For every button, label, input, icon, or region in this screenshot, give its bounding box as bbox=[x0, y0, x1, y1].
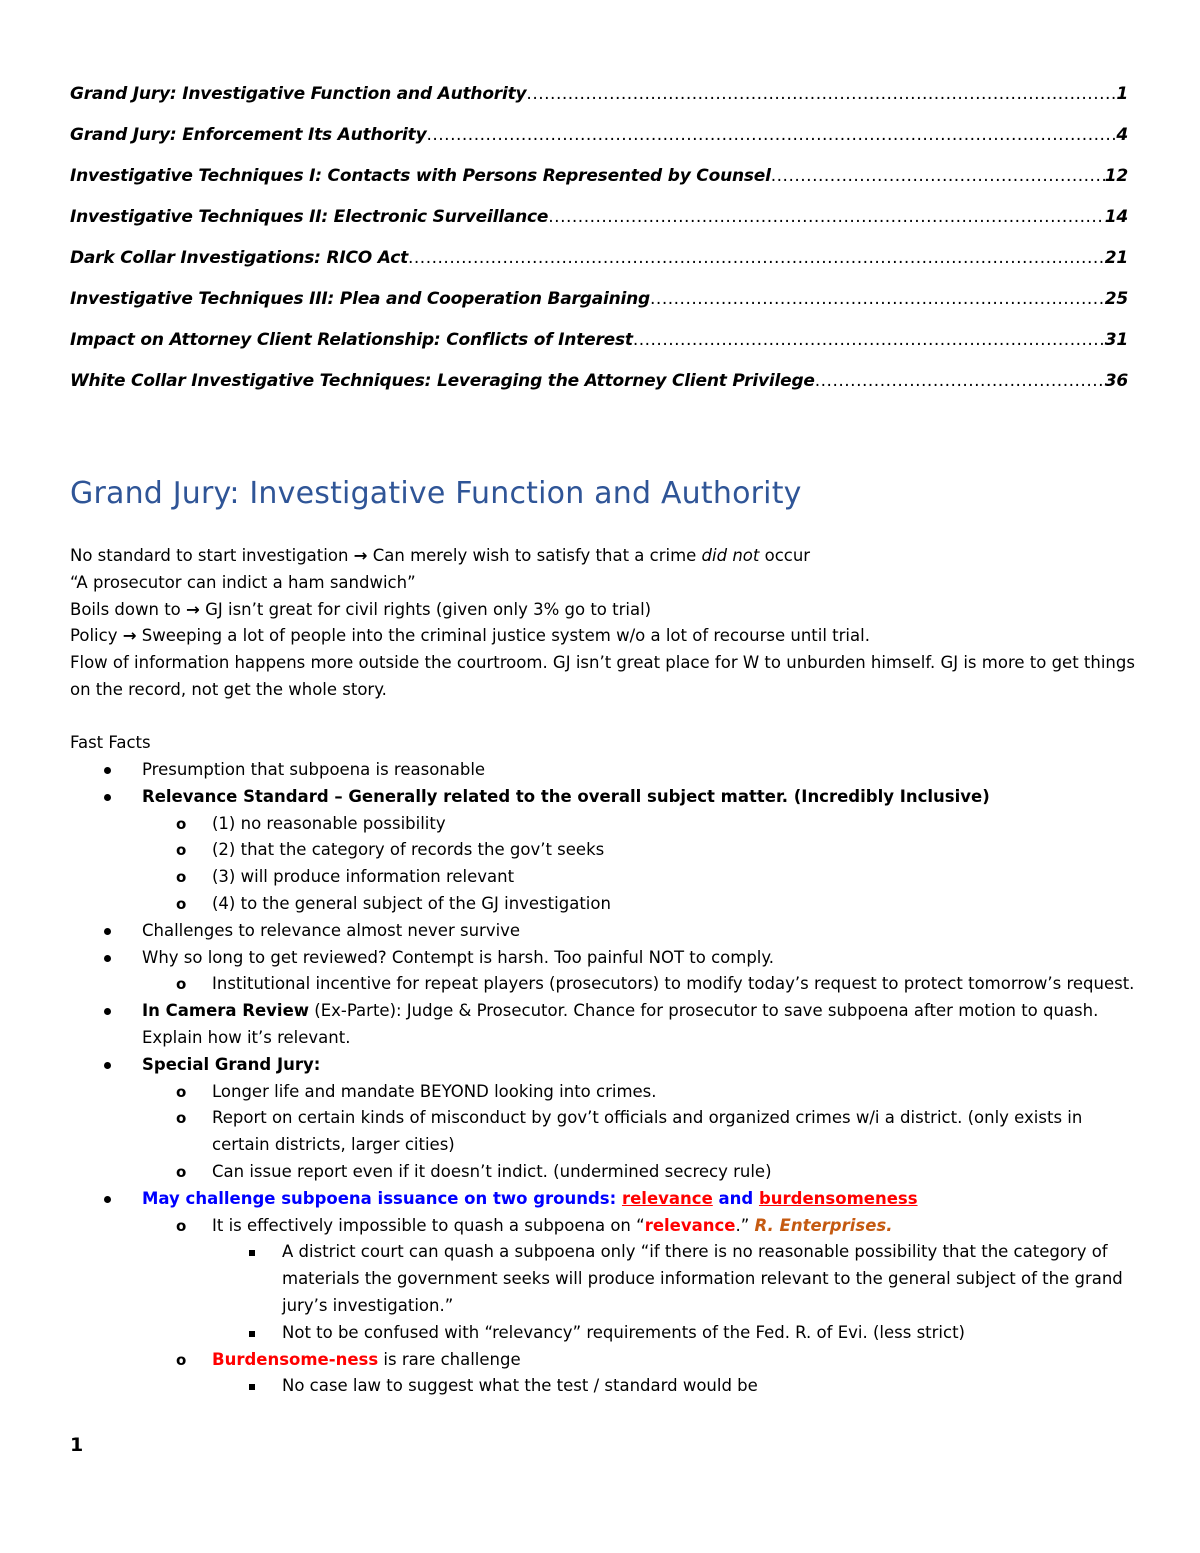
list-item-text: (3) will produce information relevant bbox=[212, 867, 515, 887]
toc-entry[interactable] bbox=[70, 330, 1128, 371]
list-item-text: A district court can quash a subpoena only “if there is no reasonable possibility that the category of materials the government seeks will produce information relevant to the general subject of the grand jury’s investigation.” bbox=[282, 1242, 1123, 1316]
toc-entry-title[interactable]: White Collar Investigative Techniques: Leveraging the Attorney Client Privilege bbox=[70, 371, 815, 391]
toc-leader-dots bbox=[426, 125, 1116, 145]
toc-leader-dots bbox=[548, 207, 1104, 227]
circle-bullet-icon: o bbox=[176, 975, 187, 994]
intro-paragraph: Flow of information happens more outside the courtroom. GJ isn’t great place for W to unburden himself. GJ is more to get things on the record, not get the whole story. bbox=[70, 653, 1135, 699]
toc-leader-dots bbox=[650, 289, 1105, 309]
list-item bbox=[70, 1105, 1140, 1159]
arrow-right-icon: → bbox=[353, 546, 368, 565]
case-name: R. Enterprises. bbox=[754, 1215, 893, 1235]
intro-emphasis: did not bbox=[701, 546, 760, 565]
circle-bullet-icon: o bbox=[176, 841, 187, 860]
intro-line: “A prosecutor can indict a ham sandwich” bbox=[70, 572, 416, 592]
list-item bbox=[70, 864, 1140, 891]
list-item bbox=[70, 891, 1140, 918]
toc-entry-title[interactable]: Grand Jury: Enforcement Its Authority bbox=[70, 125, 427, 145]
circle-bullet-icon: o bbox=[176, 1216, 187, 1235]
bullet-icon bbox=[104, 1196, 111, 1203]
toc-leader-dots bbox=[526, 84, 1116, 104]
list-item-text: Challenges to relevance almost never survive bbox=[142, 920, 521, 940]
intro-text: occur bbox=[759, 546, 811, 565]
list-item-text: (1) no reasonable possibility bbox=[212, 813, 446, 833]
arrow-right-icon: → bbox=[122, 626, 137, 646]
intro-text: No standard to start investigation bbox=[70, 546, 349, 565]
highlight-term: relevance bbox=[644, 1215, 736, 1235]
fast-facts-list bbox=[70, 757, 1140, 1400]
list-item-text: Why so long to get reviewed? Contempt is harsh. Too painful NOT to comply. bbox=[142, 947, 775, 967]
toc-entry-title[interactable]: Dark Collar Investigations: RICO Act bbox=[70, 248, 408, 268]
list-item-text: Relevance Standard – Generally related to the overall subject matter. (Incredibly Inclusive) bbox=[142, 786, 990, 806]
toc-leader-dots bbox=[408, 248, 1105, 268]
list-item-text: Longer life and mandate BEYOND looking into crimes. bbox=[212, 1081, 657, 1101]
list-item-text: Report on certain kinds of misconduct by gov’t officials and organized crimes w/i a district. (only exists in certain districts, larger cities) bbox=[212, 1108, 1083, 1155]
list-item bbox=[70, 945, 1140, 972]
toc-entry[interactable] bbox=[70, 125, 1128, 166]
intro-line bbox=[70, 623, 1140, 650]
circle-bullet-icon: o bbox=[176, 895, 187, 914]
bullet-icon bbox=[104, 928, 111, 935]
toc-leader-dots bbox=[771, 166, 1105, 186]
toc-entry-page[interactable]: 25 bbox=[1104, 289, 1128, 309]
list-item-text: (Ex-Parte): Judge & Prosecutor. Chance for prosecutor to save subpoena after motion to quash. Explain how it’s relevant. bbox=[142, 1001, 1099, 1048]
list-item-text: is rare challenge bbox=[378, 1349, 521, 1369]
toc-entry-title[interactable]: Impact on Attorney Client Relationship: Conflicts of Interest bbox=[70, 330, 633, 350]
list-item-text: Institutional incentive for repeat players (prosecutors) to modify today’s request to protect tomorrow’s request. bbox=[212, 974, 1135, 994]
toc-leader-dots bbox=[815, 371, 1105, 391]
list-item bbox=[70, 1079, 1140, 1106]
list-item-text: (2) that the category of records the gov’t seeks bbox=[212, 840, 605, 860]
list-item-text: No case law to suggest what the test / standard would be bbox=[282, 1376, 758, 1396]
section-heading: Grand Jury: Investigative Function and Authority bbox=[70, 476, 802, 511]
toc-entry-title[interactable]: Grand Jury: Investigative Function and Authority bbox=[70, 84, 527, 104]
toc-entry-page[interactable]: 14 bbox=[1104, 207, 1128, 227]
toc-entry[interactable] bbox=[70, 207, 1128, 248]
list-item bbox=[70, 784, 1140, 811]
list-item bbox=[70, 1213, 1140, 1240]
toc-entry[interactable] bbox=[70, 248, 1128, 289]
list-item-text: It is effectively impossible to quash a subpoena on “ bbox=[212, 1215, 645, 1235]
list-item bbox=[70, 757, 1140, 784]
toc-entry-title[interactable]: Investigative Techniques I: Contacts with Persons Represented by Counsel bbox=[70, 166, 771, 186]
list-item-text: .” bbox=[735, 1215, 755, 1235]
term-label: In Camera Review bbox=[142, 1001, 310, 1021]
toc-leader-dots bbox=[633, 330, 1105, 350]
intro-text: Policy bbox=[70, 626, 118, 646]
toc-entry-page[interactable]: 36 bbox=[1104, 371, 1128, 391]
table-of-contents bbox=[70, 84, 1128, 412]
list-item bbox=[70, 1373, 1140, 1400]
toc-entry-page[interactable]: 21 bbox=[1104, 248, 1128, 268]
bullet-icon bbox=[104, 767, 111, 774]
intro-text: Boils down to bbox=[70, 599, 181, 619]
list-item bbox=[70, 1052, 1140, 1079]
list-item bbox=[70, 998, 1140, 1052]
list-item bbox=[70, 918, 1140, 945]
list-item bbox=[70, 1159, 1140, 1186]
section-body bbox=[70, 543, 1140, 1400]
list-item bbox=[70, 1186, 1140, 1213]
toc-entry[interactable] bbox=[70, 84, 1128, 125]
list-item-text: (4) to the general subject of the GJ investigation bbox=[212, 894, 611, 914]
square-bullet-icon bbox=[249, 1250, 255, 1256]
bullet-icon bbox=[104, 955, 111, 962]
intro-text: Can merely wish to satisfy that a crime bbox=[367, 546, 702, 565]
list-item-text: Not to be confused with “relevancy” requirements of the Fed. R. of Evi. (less strict) bbox=[282, 1322, 965, 1342]
fast-facts-label: Fast Facts bbox=[70, 733, 151, 753]
toc-entry-page[interactable]: 4 bbox=[1116, 125, 1128, 145]
toc-entry-page[interactable]: 12 bbox=[1104, 166, 1128, 186]
term-label: Special Grand Jury: bbox=[142, 1054, 321, 1074]
list-item-text: Presumption that subpoena is reasonable bbox=[142, 760, 486, 780]
arrow-right-icon: → bbox=[186, 599, 200, 619]
highlight-term: Burdensome-ness bbox=[212, 1349, 379, 1369]
bullet-icon bbox=[104, 1008, 111, 1015]
toc-entry-title[interactable]: Investigative Techniques II: Electronic Surveillance bbox=[70, 207, 549, 227]
toc-entry[interactable] bbox=[70, 289, 1128, 330]
circle-bullet-icon: o bbox=[176, 1082, 187, 1101]
square-bullet-icon bbox=[249, 1384, 255, 1390]
intro-line bbox=[70, 597, 1140, 624]
circle-bullet-icon: o bbox=[176, 1350, 187, 1369]
list-item-text: May challenge subpoena issuance on two grounds: bbox=[142, 1188, 622, 1208]
list-item bbox=[70, 1320, 1140, 1347]
circle-bullet-icon: o bbox=[176, 868, 187, 887]
intro-text: Sweeping a lot of people into the criminal justice system w/o a lot of recourse until trial. bbox=[136, 626, 870, 646]
toc-entry-page[interactable]: 31 bbox=[1104, 330, 1128, 350]
circle-bullet-icon: o bbox=[176, 1109, 187, 1128]
toc-entry-page[interactable]: 1 bbox=[1116, 84, 1128, 104]
list-item bbox=[70, 837, 1140, 864]
circle-bullet-icon: o bbox=[176, 814, 187, 833]
bullet-icon bbox=[104, 794, 111, 801]
toc-entry[interactable] bbox=[70, 166, 1128, 207]
highlight-term: relevance bbox=[621, 1188, 713, 1208]
list-item bbox=[70, 811, 1140, 838]
toc-entry-title[interactable]: Investigative Techniques III: Plea and Cooperation Bargaining bbox=[70, 289, 651, 309]
square-bullet-icon bbox=[249, 1331, 255, 1337]
list-item bbox=[70, 1347, 1140, 1374]
list-item-text: Can issue report even if it doesn’t indict. (undermined secrecy rule) bbox=[212, 1162, 772, 1182]
list-item-text: and bbox=[712, 1188, 759, 1208]
intro-line bbox=[70, 543, 1140, 570]
toc-entry[interactable] bbox=[70, 371, 1128, 412]
page-number: 1 bbox=[70, 1434, 84, 1456]
intro-text: GJ isn’t great for civil rights (given only 3% go to trial) bbox=[199, 599, 652, 619]
list-item bbox=[70, 971, 1140, 998]
bullet-icon bbox=[104, 1062, 111, 1069]
list-item bbox=[70, 1239, 1140, 1319]
highlight-term: burdensomeness bbox=[758, 1188, 918, 1208]
circle-bullet-icon: o bbox=[176, 1163, 187, 1182]
